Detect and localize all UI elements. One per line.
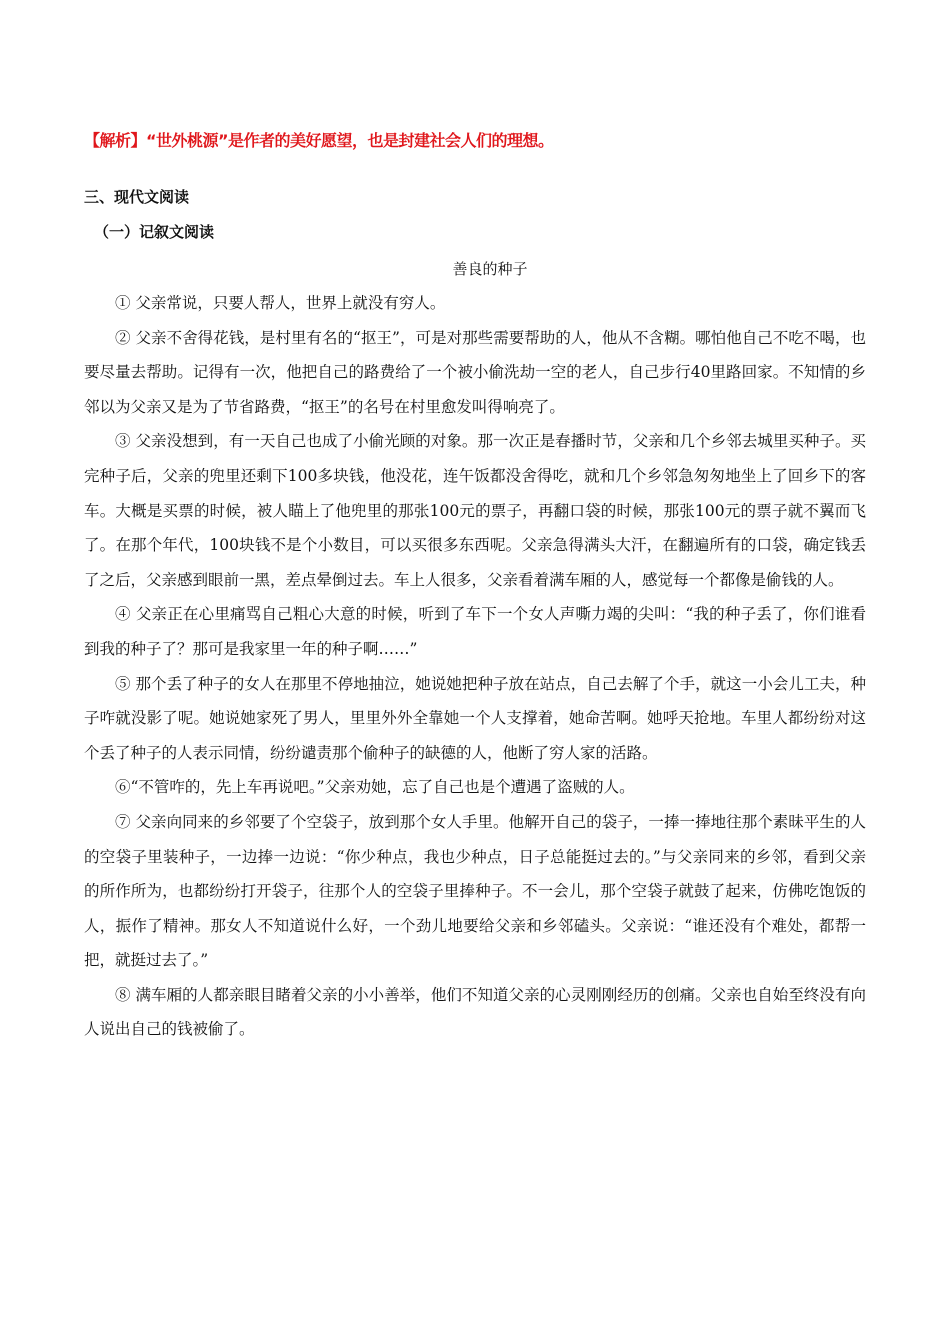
paragraph-4: ④ 父亲正在心里痛骂自己粗心大意的时候，听到了车下一个女人声嘶力竭的尖叫：“我的种子丢了，你们谁看到我的种子了？那可是我家里一年的种子啊……” (84, 605, 866, 658)
paragraph-8: ⑧ 满车厢的人都亲眼目睹着父亲的小小善举，他们不知道父亲的心灵刚刚经历的创痛。父亲也自始至终没有向人说出自己的钱被偷了。 (84, 985, 866, 1039)
paragraph-2: ② 父亲不舍得花钱，是村里有名的“抠王”，可是对那些需要帮助的人，他从不含糊。哪怕他自己不吃不喝，也要尽量去帮助。记得有一次，他把自己的路费给了一个被小偷洗劫一空的老人，自己步行40里路回家。不知情的乡邻以为父亲又是为了节省路费，“抠王”的名号在村里愈发叫得响亮了。 (84, 328, 866, 416)
article-title: 善良的种子 (452, 260, 528, 278)
section-heading: 三、现代文阅读 (84, 188, 190, 206)
paragraph-6: ⑥“不管咋的，先上车再说吧。”父亲劝她，忘了自己也是个遭遇了盗贼的人。 (115, 778, 635, 797)
paragraph-3: ③ 父亲没想到，有一天自己也成了小偷光顾的对象。那一次正是春播时节，父亲和几个乡邻去城里买种子。买完种子后，父亲的兜里还剩下100多块钱，他没花，连午饭都没舍得吃，就和几个乡邻急匆匆地坐上了回乡下的客车。大概是买票的时候，被人瞄上了他兜里的那张100元的票子，再翻口袋的时候，那张100元的票子就不翼而飞了。在那个年代，100块钱不是个小数目，可以买很多东西呢。父亲急得满头大汗，在翻遍所有的口袋，确定钱丢了之后，父亲感到眼前一黑，差点晕倒过去。车上人很多，父亲看着满车厢的人，感觉每一个都像是偷钱的人。 (84, 432, 866, 589)
paragraph-7: ⑦ 父亲向同来的乡邻要了个空袋子，放到那个女人手里。他解开自己的袋子，一捧一捧地往那个素昧平生的人的空袋子里装种子，一边捧一边说：“你少种点，我也少种点，日子总能挺过去的。”与父亲同来的乡邻，看到父亲的所作所为，也都纷纷打开袋子，往那个人的空袋子里捧种子。不一会儿，那个空袋子就鼓了起来，仿佛吃饱饭的人，振作了精神。那女人不知道说什么好，一个劲儿地要给父亲和乡邻磕头。父亲说：“谁还没有个难处，都帮一把，就挺过去了。” (84, 812, 866, 970)
paragraph-1: ① 父亲常说，只要人帮人，世界上就没有穷人。 (115, 294, 446, 312)
analysis-note: 【解析】“世外桃源”是作者的美好愿望，也是封建社会人们的理想。 (84, 131, 554, 150)
subsection-heading: （一）记叙文阅读 (94, 223, 215, 241)
paragraph-5: ⑤ 那个丢了种子的女人在那里不停地抽泣，她说她把种子放在站点，自己去解了个手，就这一小会儿工夫，种子咋就没影了呢。她说她家死了男人，里里外外全靠她一个人支撑着，她命苦啊。她呼天抢地。车里人都纷纷对这个丢了种子的人表示同情，纷纷谴责那个偷种子的缺德的人，他断了穷人家的活路。 (84, 674, 866, 762)
article-body (84, 286, 866, 1047)
